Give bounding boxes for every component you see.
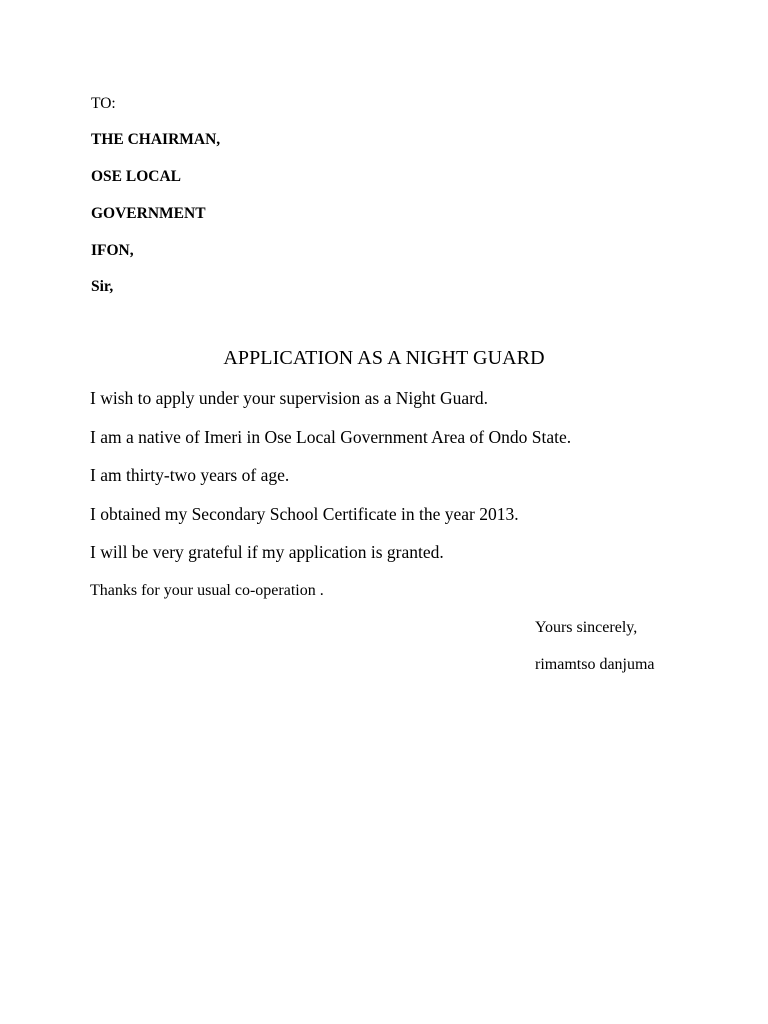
- signature-name: rimamtso danjuma: [535, 656, 655, 673]
- to-label: TO:: [91, 95, 116, 112]
- thanks-line: Thanks for your usual co-operation .: [90, 582, 324, 599]
- recipient-title: THE CHAIRMAN,: [91, 131, 221, 148]
- paragraph-5: I will be very grateful if my application is granted.: [90, 542, 444, 562]
- paragraph-1: I wish to apply under your supervision as a Night Guard.: [90, 388, 489, 408]
- paragraph-3: I am thirty-two years of age.: [90, 465, 290, 485]
- salutation: Sir,: [91, 278, 114, 295]
- letter-heading: APPLICATION AS A NIGHT GUARD: [223, 347, 545, 369]
- paragraph-2: I am a native of Imeri in Ose Local Government Area of Ondo State.: [90, 427, 572, 447]
- paragraph-4: I obtained my Secondary School Certificate in the year 2013.: [90, 504, 519, 524]
- recipient-org-line2: GOVERNMENT: [91, 205, 206, 222]
- valediction: Yours sincerely,: [535, 619, 638, 636]
- recipient-town: IFON,: [91, 242, 134, 259]
- recipient-org-line1: OSE LOCAL: [91, 168, 182, 185]
